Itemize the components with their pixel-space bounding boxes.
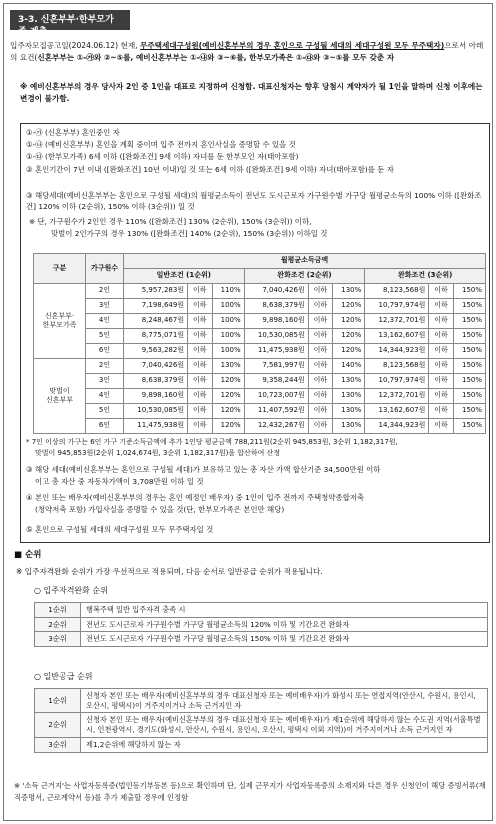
relax-subtitle: ○ 입주자격완화 순위 [34,586,108,595]
members-cell: 5인 [86,404,124,419]
value-cell: 14,344,923원 [365,344,429,359]
percent-cell: 100% [212,314,244,329]
percent-cell: 120% [333,329,365,344]
general-rank-table [34,688,488,753]
suffix-cell: 이하 [429,314,453,329]
req-2: ② 혼인기간이 7년 이내 ([완화조건] 10년 이내)일 것 또는 6세 이하 ([완화조건] 9세 이하) 자녀(태아포함)를 둔 자 [26,165,394,174]
relax-rank-table [34,602,488,647]
percent-cell: 120% [212,419,244,434]
rank-row [35,689,488,713]
income-row [34,404,486,419]
percent-cell: 130% [333,389,365,404]
value-cell: 7,040,426원 [124,359,188,374]
th-group: 구분 [34,254,86,284]
suffix-cell: 이하 [429,389,453,404]
rank-row [35,713,488,737]
value-cell: 10,797,974원 [365,374,429,389]
percent-cell: 150% [453,329,485,344]
req-3-note-2: 맞벌이 2인가구의 경우 130% ([완화조건] 140% (2순위), 150% (3순위)) 이하일 것 [51,229,328,238]
rank-row [35,737,488,752]
suffix-cell: 이하 [308,419,332,434]
rank-description: 전년도 도시근로자 가구원수별 가구당 월평균소득의 150% 이하 및 기간요건 완화자 [81,632,488,647]
suffix-cell: 이하 [308,329,332,344]
value-cell: 13,162,607원 [365,404,429,419]
priority-title: ■ 순위 [14,550,42,560]
value-cell: 13,162,607원 [365,329,429,344]
members-cell: 2인 [86,359,124,374]
value-cell: 8,123,568원 [365,359,429,374]
rank-description: 행복주택 일반 입주자격 충족 시 [81,603,488,618]
suffix-cell: 이하 [188,404,212,419]
income-row [34,419,486,434]
value-cell: 10,723,007원 [244,389,308,404]
percent-cell: 120% [212,389,244,404]
income-row [34,389,486,404]
req-4b: 이고 총 자산 중 자동차가액이 3,708만원 이하 일 것 [35,477,204,486]
suffix-cell: 이하 [188,344,212,359]
suffix-cell: 이하 [429,344,453,359]
suffix-cell: 이하 [188,374,212,389]
value-cell: 8,638,379원 [124,374,188,389]
percent-cell: 130% [212,359,244,374]
intro-text-2: 무주택세대구성원(예비신혼부부의 경우 혼인으로 구성될 세대의 세대구성원 모두 무주택자) [140,41,445,50]
suffix-cell: 이하 [188,389,212,404]
req-5b: (청약저축 포함) 가입사실을 증명할 수 있을 것(단, 한부모가족은 본인만 해당) [35,505,285,514]
footnote-1: * 7인 이상의 가구는 6인 가구 기준소득금액에 추가 1인당 평균금액 788,211원(2순위 945,853원, 3순위 1,182,317원, [26,438,398,446]
req-3-note-1: ※ 단, 가구원수가 2인인 경우 110% ([완화조건] 130% (2순위), 150% (3순위)) 이하, [29,217,312,226]
value-cell: 8,775,071원 [124,329,188,344]
th-members: 가구원수 [86,254,124,284]
suffix-cell: 이하 [308,404,332,419]
intro-text-3: 으로서 아래의 요건( [10,41,484,62]
percent-cell: 150% [453,299,485,314]
suffix-cell: 이하 [429,359,453,374]
percent-cell: 130% [333,404,365,419]
percent-cell: 150% [453,419,485,434]
req-6: ⑤ 혼인으로 구성될 세대의 세대구성원 모두 무주택자일 것 [26,525,214,534]
income-row [34,329,486,344]
priority-note: ※ 입주자격완화 순위가 가장 우선적으로 적용되며, 다음 순서로 일반공급 순위가 적용됩니다. [16,567,323,576]
percent-cell: 100% [212,344,244,359]
percent-cell: 150% [453,359,485,374]
suffix-cell: 이하 [429,404,453,419]
percent-cell: 120% [333,299,365,314]
percent-cell: 110% [212,284,244,299]
req-1b: ①-㉯ (예비신혼부부) 혼인을 계획 중이며 입주 전까지 혼인사실을 증명할 수 있을 것 [26,140,296,149]
rank-label: 3순위 [35,632,81,647]
percent-cell: 100% [212,329,244,344]
suffix-cell: 이하 [188,284,212,299]
suffix-cell: 이하 [429,329,453,344]
value-cell: 7,198,649원 [124,299,188,314]
rank-label: 1순위 [35,689,81,713]
percent-cell: 100% [212,299,244,314]
percent-cell: 150% [453,284,485,299]
value-cell: 12,372,701원 [365,389,429,404]
rank-row [35,632,488,647]
suffix-cell: 이하 [308,284,332,299]
percent-cell: 120% [212,404,244,419]
representative-note: ※ 예비신혼부부의 경우 당사자 2인 중 1인을 대표로 지정하여 신청함. 대표신청자는 향후 당첨시 계약자가 될 1인을 말하며 신청 이후에는 변경이 불가함. [20,82,483,103]
percent-cell: 150% [453,404,485,419]
value-cell: 7,581,997원 [244,359,308,374]
value-cell: 9,898,160원 [244,314,308,329]
th-col2: 완화조건 (2순위) [244,269,365,284]
income-row [34,314,486,329]
suffix-cell: 이하 [308,359,332,374]
members-cell: 6인 [86,419,124,434]
rank-label: 2순위 [35,713,81,737]
rank-label: 2순위 [35,617,81,632]
members-cell: 5인 [86,329,124,344]
income-group-label: 신혼부부· 한부모가족 [34,284,86,359]
members-cell: 4인 [86,314,124,329]
suffix-cell: 이하 [308,314,332,329]
income-row [34,299,486,314]
suffix-cell: 이하 [429,374,453,389]
suffix-cell: 이하 [429,299,453,314]
suffix-cell: 이하 [308,344,332,359]
value-cell: 8,248,467원 [124,314,188,329]
section-title: 3-3. 신혼부부·한부모가족 계층 [10,10,130,30]
intro-text-4: 신혼부부는 ①-㉮와 ②~⑤를, 예비신혼부부는 ①-㉯와 ③~⑥를, 한부모가족은 ①-㉰와 ③~⑤를 모두 갖춘 자 [37,52,395,62]
percent-cell: 130% [333,284,365,299]
members-cell: 6인 [86,344,124,359]
suffix-cell: 이하 [429,284,453,299]
percent-cell: 120% [333,314,365,329]
percent-cell: 130% [333,374,365,389]
document-page [3,3,493,821]
value-cell: 7,040,426원 [244,284,308,299]
value-cell: 10,797,974원 [365,299,429,314]
value-cell: 5,957,283원 [124,284,188,299]
value-cell: 12,432,267원 [244,419,308,434]
income-basis-note: ※ '소득 근거지'는 사업자등록증(법인등기부등본 등)으로 확인하며 단, 실제 근무지가 사업자등록증의 소재지와 다른 경우 신청인이 해당 증빙서류(재직증명서, 근로계약서 등)를 추가 제출할 경우에 인정함 [14,781,486,802]
req-1c: ①-㉰ (한부모가족) 6세 이하 ([완화조건] 9세 이하) 자녀를 둔 한부모인 자(태아포함) [26,152,299,161]
income-row [34,374,486,389]
req-5a: ④ 본인 또는 배우자(예비신혼부부의 경우는 혼인 예정인 배우자) 중 1인이 입주 전까지 주택청약종합저축 [26,493,365,502]
suffix-cell: 이하 [308,389,332,404]
members-cell: 3인 [86,299,124,314]
suffix-cell: 이하 [188,314,212,329]
rank-description: 제1,2순위에 해당하지 않는 자 [81,737,488,752]
suffix-cell: 이하 [188,419,212,434]
suffix-cell: 이하 [188,299,212,314]
income-row [34,344,486,359]
members-cell: 3인 [86,374,124,389]
footnote-2: 맞벌이 945,853원(2순위 1,024,674원, 3순위 1,182,317원)을 합산하여 산정 [35,449,281,457]
percent-cell: 130% [333,419,365,434]
value-cell: 8,638,379원 [244,299,308,314]
th-income: 월평균소득금액 [124,254,486,269]
suffix-cell: 이하 [308,299,332,314]
percent-cell: 150% [453,389,485,404]
value-cell: 14,344,923원 [365,419,429,434]
percent-cell: 140% [333,359,365,374]
income-row [34,284,486,299]
value-cell: 8,123,568원 [365,284,429,299]
req-4a: ③ 해당 세대(예비신혼부부는 혼인으로 구성될 세대)가 보유하고 있는 총 자산 가액 합산기준 34,500만원 이하 [26,465,381,474]
rank-label: 3순위 [35,737,81,752]
rank-description: 신청자 본인 또는 배우자(예비신혼부부의 경우 대표신청자 또는 예비배우자)가 제1순위에 해당하지 않는 수도권 지역(서울특별시, 인천광역시, 경기도(화성시, 안산시, 수원시, 용인시, 오산시, 평택시 이외 지역))이 거주지이거나 소득 근거지인 자 [81,713,488,737]
income-table-body [34,284,486,434]
rank-row [35,603,488,618]
rank-row [35,617,488,632]
rank-description: 전년도 도시근로자 가구원수별 가구당 월평균소득의 120% 이하 및 기간요건 완화자 [81,617,488,632]
value-cell: 11,475,938원 [124,419,188,434]
value-cell: 11,475,938원 [244,344,308,359]
value-cell: 9,898,160원 [124,389,188,404]
percent-cell: 150% [453,344,485,359]
value-cell: 10,530,085원 [124,404,188,419]
req-1a: ①-㉮ (신혼부부) 혼인중인 자 [26,128,120,137]
percent-cell: 120% [333,344,365,359]
intro-text-1: 입주자모집공고일(2024.06.12) 현재, [10,41,140,50]
value-cell: 9,358,244원 [244,374,308,389]
th-col3: 완화조건 (3순위) [365,269,486,284]
members-cell: 4인 [86,389,124,404]
income-row [34,359,486,374]
value-cell: 9,563,282원 [124,344,188,359]
value-cell: 11,407,592원 [244,404,308,419]
members-cell: 2인 [86,284,124,299]
req-3: ③ 해당세대(예비신혼부부는 혼인으로 구성될 세대)의 월평균소득이 전년도 도시근로자 가구원수별 가구당 월평균소득의 100% 이하 ([완화조건] 120% 이하 (2순위), 150% 이하 (3순위)) 일 것 [26,191,482,212]
suffix-cell: 이하 [429,419,453,434]
suffix-cell: 이하 [188,359,212,374]
rank-description: 신청자 본인 또는 배우자(예비신혼부부의 경우 대표신청자 또는 예비배우자)가 화성시 또는 연접지역(안산시, 수원시, 용인시, 오산시, 평택시)이 거주지이거나 소득 근거지인 자 [81,689,488,713]
th-col1: 일반조건 (1순위) [124,269,245,284]
value-cell: 12,372,701원 [365,314,429,329]
rank-label: 1순위 [35,603,81,618]
suffix-cell: 이하 [308,374,332,389]
requirements-box [20,123,490,543]
general-subtitle: ○ 일반공급 순위 [34,672,93,681]
percent-cell: 150% [453,374,485,389]
percent-cell: 150% [453,314,485,329]
value-cell: 10,530,085원 [244,329,308,344]
income-group-label: 맞벌이 신혼부부 [34,359,86,434]
income-table [33,253,486,434]
suffix-cell: 이하 [188,329,212,344]
percent-cell: 120% [212,374,244,389]
intro-paragraph [10,40,488,64]
